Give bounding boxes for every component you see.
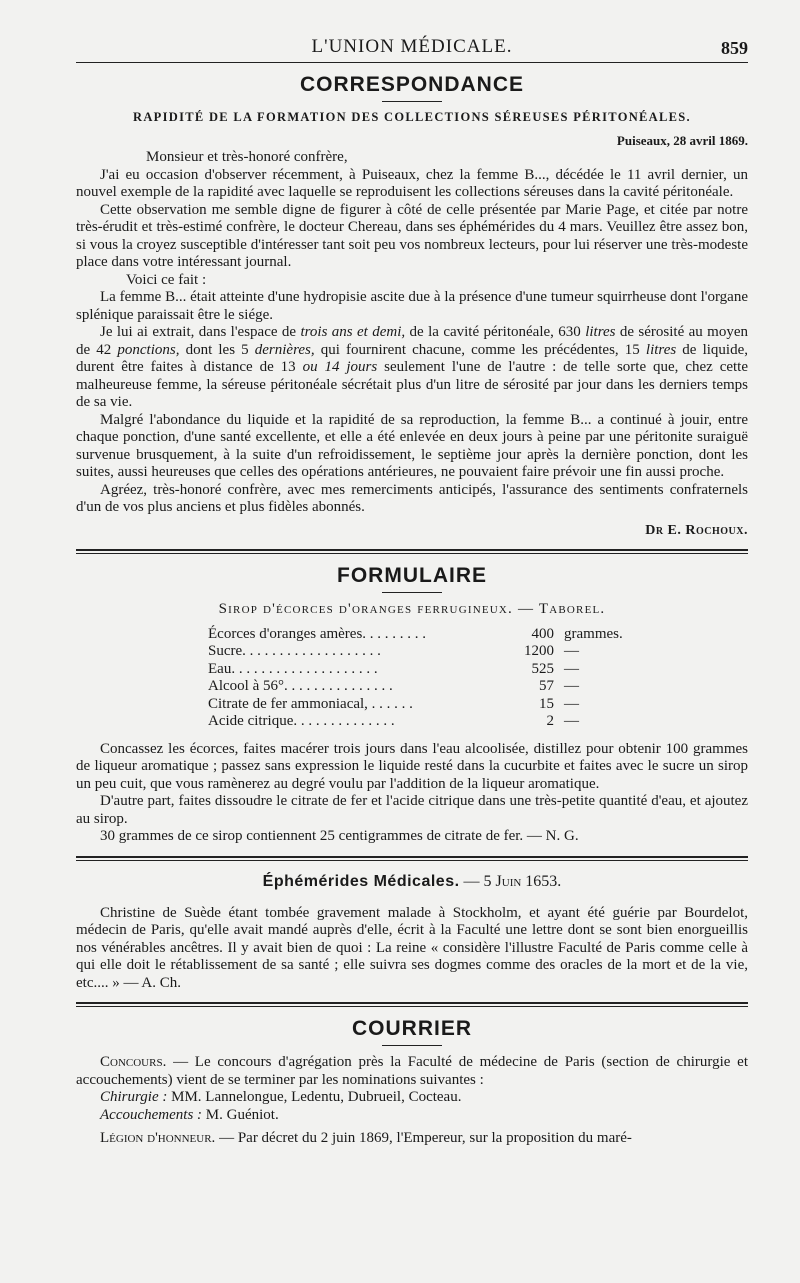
section-rule [76,856,748,861]
section-title-courrier: COURRIER [351,1017,472,1040]
ingredient-name: Acide citrique. . . . . . . . . . . . . . [208,713,395,729]
paragraph: Voici ce fait : [126,271,207,288]
paragraph: Cette observation me semble digne de figurer à côté de celle présentée par Marie Page, et citée par notre très-érudit et très-estimé confrère, le docteur Chereau, dans ses éphémérides du 4 mars. Veuillez être assez bon, si vous la croyez susceptible d'intéresser tant soit peu vos nombreux lecteurs, pour lui réserver une très-modeste place dans votre intéressant journal. [76,201,748,270]
ingredient-row [208,626,644,644]
paragraph: 30 grammes de ce sirop contiennent 25 centigrammes de citrate de fer. — N. G. [100,828,579,844]
paragraph-chirurgie: Chirurgie : MM. Lannelongue, Ledentu, Dubrueil, Cocteau. [100,1089,462,1105]
ingredient-qty: 400 [531,625,554,642]
accouchements-label: Accouchements : [100,1106,203,1123]
ingredient-row [208,643,644,661]
ingredient-qty: 2 [546,713,554,729]
ingredient-list [208,626,644,731]
paragraph: J'ai eu occasion d'observer récemment, à Puiseaux, chez la femme B..., décédée le 11 avril dernier, un nouvel exemple de la rapidité avec laquelle se reproduisent les collections séreuses dans la cavité péritonéale. [76,166,748,200]
paragraph: Malgré l'abondance du liquide et la rapidité de sa reproduction, la femme B... a continué à jouir, entre chaque ponction, d'une santé excellente, et elle a été enlevée en deux jours à peine par une péritonite suraiguë survenue brusquement, à la suite d'un refroidissement, le septième jour après la dernière ponction, dont les suites, aussi heureuses que celles des opérations antérieures, ne pouvaient faire prévoir une fin aussi proche. [76,411,748,480]
ingredient-unit: grammes. [564,625,623,642]
paragraph: D'autre part, faites dissoudre le citrate de fer et l'acide citrique dans une très-petite quantité d'eau, et ajoutez au sirop. [76,793,748,827]
paragraph: La femme B... était atteinte d'une hydropisie ascite due à la présence d'une tumeur squirrheuse dont l'organe splénique paraissait être le siége. [76,289,748,323]
ingredient-name: Écorces d'oranges amères. . . . . . . . . [208,625,427,642]
signature: Dr E. Rochoux. [645,522,748,538]
ingredient-unit: — [564,643,579,659]
ingredient-name: Eau. . . . . . . . . . . . . . . . . . . . [208,660,378,677]
paragraph: Agréez, très-honoré confrère, avec mes remerciments anticipés, l'assurance des sentiments confraternels d'un de vos plus anciens et plus fidèles abonnés. [76,481,748,515]
section-title-correspondance: CORRESPONDANCE [299,73,525,96]
ingredient-row [208,696,644,714]
running-head [76,0,748,62]
letter-salutation: Monsieur et très-honoré confrère, [146,149,348,165]
section-rule [76,1002,748,1007]
paragraph-legion: Légion d'honneur. — Par décret du 2 juin 1869, l'Empereur, sur la proposition du maré- [100,1130,632,1146]
ingredient-name: Citrate de fer ammoniacal, . . . . . . [208,695,413,712]
ingredient-unit: — [564,713,579,729]
ingredient-qty: 1200 [524,643,554,659]
journal-title: L'UNION MÉDICALE. [311,36,513,57]
paragraph-concours: Concours. — Le concours d'agrégation près la Faculté de médecine de Paris (section de chirurgie et accouchements) vient de se terminer par les nominations suivantes : [76,1054,748,1088]
ingredient-qty: 15 [539,695,554,712]
letter-dateline: Puiseaux, 28 avril 1869. [616,133,748,148]
page-number: 859 [721,38,748,58]
ephemerides-title: Éphémérides Médicales. [262,872,460,890]
chirurgie-label: Chirurgie : [100,1089,168,1105]
ingredient-row [208,713,644,731]
ingredient-row [208,678,644,696]
article-subtitle: RAPIDITÉ DE LA FORMATION DES COLLECTIONS SÉREUSES PÉRITONÉALES. [133,110,691,124]
ingredient-unit: — [564,695,579,712]
title-underline [382,101,442,102]
section-rule [76,549,748,554]
ephemerides-heading [76,873,748,891]
ephemerides-date: — 5 Juin 1653. [459,872,562,890]
ingredient-unit: — [564,678,579,694]
ingredient-unit: — [564,660,579,677]
ingredient-row [208,661,644,679]
ingredient-name: Alcool à 56°. . . . . . . . . . . . . . . [208,678,393,694]
paragraph-extract: Je lui ai extrait, dans l'espace de trois ans et demi, de la cavité péritonéale, 630 litres de sérosité au moyen de 42 ponctions, dont les 5 dernières, qui fournirent chacune, comme les précédentes, 15 litres de liquide, durent être faites à distance de 13 ou 14 jours seulement l'une de l'autre : de telle sorte que, chez cette malheureuse femme, la séreuse péritonéale sécrétait plus d'un litre de sérosité par jour dans les derniers temps de sa vie. [76,324,749,410]
title-underline [382,1045,442,1046]
paragraph: Christine de Suède étant tombée gravement malade à Stockholm, et ayant été guérie par Bourdelot, médecin de Paris, qu'elle avait mandé auprès d'elle, écrit à la Faculté une lettre dont se sont bien enorgueillis nos vénérables ancêtres. Il y avait bien de quoi : La reine « considère l'illustre Faculté de Paris comme celle à qui elle doit le rétablissement de sa santé ; elle suivra ses dogmes comme des oracles de la mort et de la vie, etc.... » — A. Ch. [76,904,748,991]
concours-label: Concours. [100,1054,167,1070]
recipe-title: Sirop d'écorces d'oranges ferrugineux. — Taborel. [218,600,606,617]
title-underline [382,592,442,593]
ingredient-qty: 525 [531,660,554,677]
section-title-formulaire: FORMULAIRE [337,563,487,587]
ingredient-name: Sucre. . . . . . . . . . . . . . . . . . . [208,643,381,659]
header-rule [76,62,748,63]
paragraph-accouchements: Accouchements : M. Guéniot. [100,1106,279,1123]
paragraph: Concassez les écorces, faites macérer trois jours dans l'eau alcoolisée, distillez pour obtenir 100 grammes de liqueur aromatique ; passez sans expression le liquide resté dans la cucurbite et faites avec le sucre un sirop un peu cuit, que vous ramènerez au degré voulu par l'addition de la liqueur aromatique. [76,740,748,792]
ingredient-qty: 57 [539,678,554,694]
legion-label: Légion d'honneur. [100,1130,216,1146]
